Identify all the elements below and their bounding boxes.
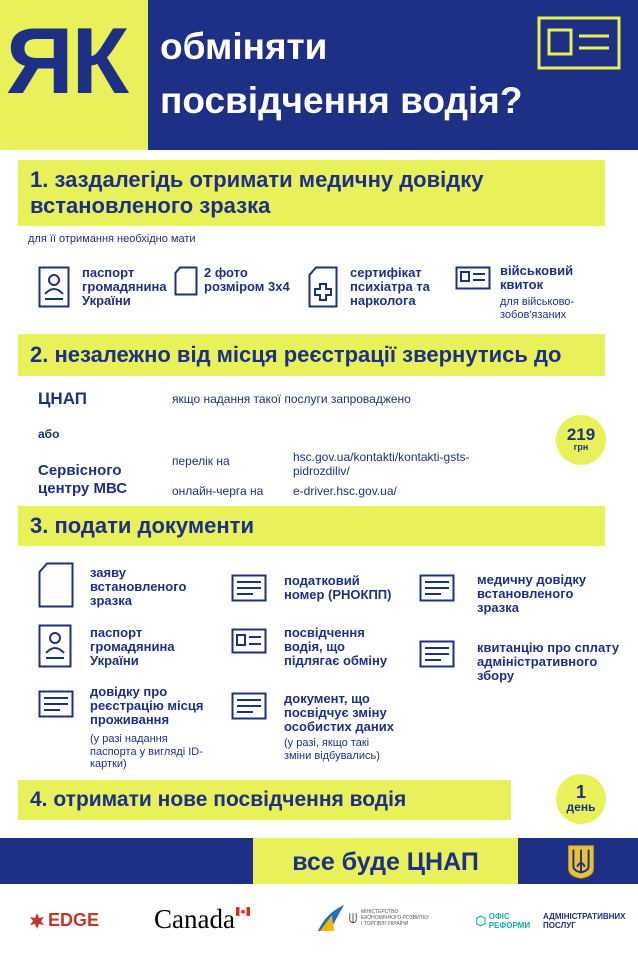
step2-or: або bbox=[38, 427, 60, 441]
canada-flag-icon bbox=[236, 907, 250, 916]
step2-price: 219 bbox=[566, 425, 596, 444]
maple-leaf-icon bbox=[28, 912, 46, 930]
id-card-icon bbox=[537, 16, 621, 70]
drivers-license-icon bbox=[231, 628, 267, 654]
application-form-icon bbox=[38, 562, 74, 608]
footer-slogan: все буде ЦНАП bbox=[292, 848, 479, 876]
step1-title-line1: 1. заздалегідь отримати медичну довідку bbox=[30, 167, 484, 192]
step1-item-military: військовий квиток bbox=[500, 263, 574, 293]
step2-list-url[interactable]: hsc.gov.ua/kontakti/kontakti-gsts- pidrozdiliv/ bbox=[293, 450, 470, 478]
step3-item-residence-note: (у разі надання паспорта у вигляді ID- картки) bbox=[90, 733, 203, 771]
step3-item-receipt: квитанцію про сплату адміністративного збору bbox=[477, 640, 620, 684]
step2-list-label: перелік на bbox=[172, 454, 230, 468]
step3-item-residence: довідку про реєстрацію місця проживання bbox=[90, 684, 204, 728]
step3-item-medical: медичну довідку встановленого зразка bbox=[477, 572, 587, 616]
step3-title-bar bbox=[18, 506, 605, 546]
office-reform-icon bbox=[476, 914, 486, 928]
step2-price-unit: грн bbox=[573, 442, 589, 452]
passport-icon bbox=[38, 266, 70, 308]
step2-service-center: Сервісного центру МВС bbox=[38, 462, 128, 497]
step3-item-application: заяву встановленого зразка bbox=[90, 565, 187, 609]
passport-icon bbox=[38, 624, 72, 668]
step2-title-bar bbox=[18, 334, 605, 376]
header-title-line2: посвідчення водія? bbox=[160, 80, 523, 121]
step3-title: 3. подати документи bbox=[30, 513, 254, 538]
small-trident-icon bbox=[349, 912, 357, 924]
office-reform-logo: ОФІС РЕФОРМИ АДМІНІСТРАТИВНИХ ПОСЛУГ bbox=[476, 912, 638, 930]
tax-number-icon bbox=[231, 574, 267, 602]
military-card-icon bbox=[455, 266, 491, 290]
edge-logo: EDGE bbox=[28, 910, 99, 931]
medical-certificate-icon bbox=[308, 266, 338, 308]
step4-days-badge bbox=[556, 774, 606, 824]
step1-item-passport: паспорт громадянина України bbox=[82, 265, 167, 309]
medical-note-icon bbox=[419, 574, 455, 602]
step4-days-unit: день bbox=[566, 800, 596, 814]
step4-title-bar bbox=[18, 780, 511, 820]
step1-item-photos: 2 фото розміром 3х4 bbox=[204, 265, 290, 295]
step1-item-military-note: для військово- зобов'язаних bbox=[500, 296, 575, 321]
step2-cnap-note: якщо надання такої послуги запроваджено bbox=[172, 392, 411, 406]
step1-item-medical: сертифікат психіатра та нарколога bbox=[350, 265, 430, 309]
trident-icon bbox=[566, 842, 596, 880]
ministry-emblem-icon bbox=[316, 903, 346, 933]
step2-title: 2. незалежно від місця реєстрації звернутись до bbox=[30, 342, 562, 367]
step4-title: 4. отримати нове посвідчення водія bbox=[30, 788, 407, 811]
step3-item-license: посвідчення водія, що підлягає обміну bbox=[284, 625, 388, 669]
header-yak: ЯК bbox=[6, 8, 127, 113]
step1-title-line2: встановленого зразка bbox=[30, 193, 271, 219]
step1-intro: для її отримання необхідно мати bbox=[28, 233, 196, 245]
step2-queue-label: онлайн-черга на bbox=[172, 484, 264, 498]
step3-item-personal-data-note: (у разі, якщо такі зміни відбувались) bbox=[284, 737, 380, 762]
step3-item-passport: паспорт громадянина України bbox=[90, 625, 175, 669]
personal-data-document-icon bbox=[231, 692, 267, 720]
canada-logo: Canada bbox=[154, 904, 235, 934]
step2-price-badge bbox=[556, 415, 606, 465]
step3-item-personal-data: документ, що посвідчує зміну особистих даних bbox=[284, 691, 394, 735]
ministry-logo: МІНІСТЕРСТВО ЕКОНОМІЧНОГО РОЗВИТКУ І ТОРГІВЛІ УКРАЇНИ bbox=[316, 903, 429, 933]
receipt-icon bbox=[419, 640, 455, 668]
step2-queue-url[interactable]: e-driver.hsc.gov.ua/ bbox=[293, 484, 397, 498]
step1-title-bar bbox=[18, 160, 605, 226]
step3-item-tax-number: податковий номер (РНОКПП) bbox=[284, 573, 392, 603]
step4-days: 1 bbox=[575, 782, 586, 802]
document-icon bbox=[174, 266, 198, 296]
residence-certificate-icon bbox=[38, 690, 74, 718]
step2-cnap: ЦНАП bbox=[38, 389, 87, 408]
header-title-line1: обміняти bbox=[160, 26, 328, 67]
